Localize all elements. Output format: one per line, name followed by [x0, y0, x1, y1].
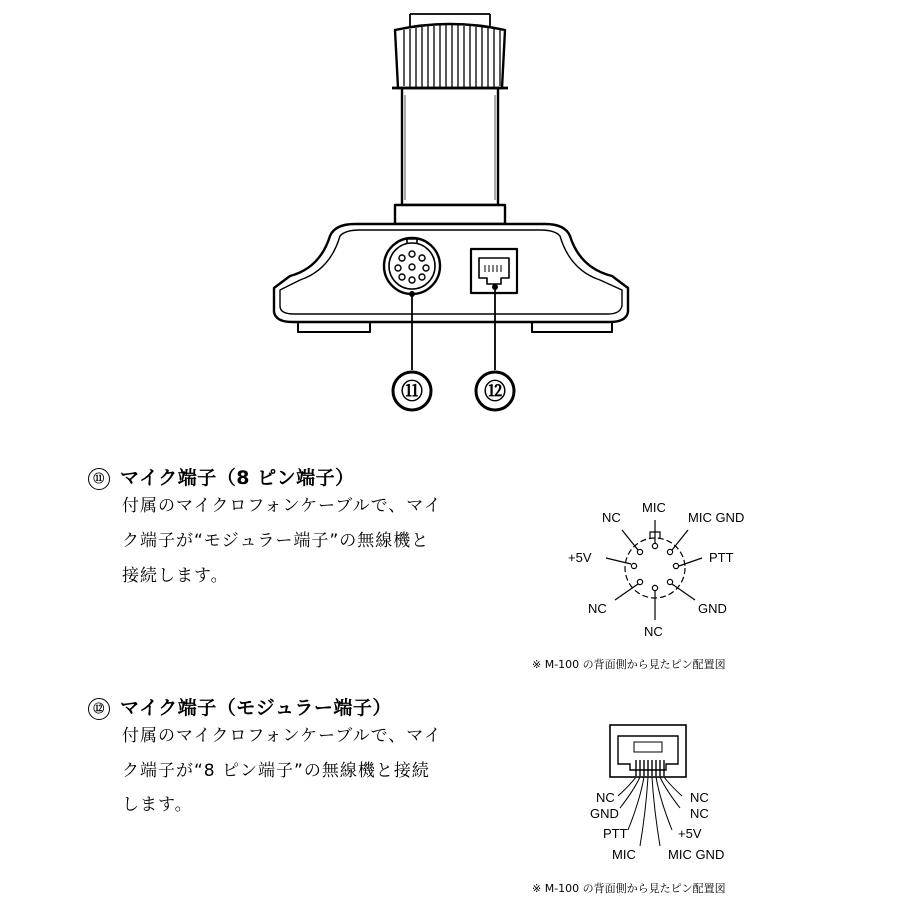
din-pin-gnd-label: GND: [698, 601, 727, 616]
din-pin-nc-bottom-label: NC: [644, 624, 663, 639]
section-11-number: ⑪: [88, 468, 110, 490]
jack-pin-gnd-label: GND: [590, 806, 619, 821]
section-11-title: マイク端子（8 ピン端子）: [120, 467, 355, 489]
din-pin-ptt-label: PTT: [709, 550, 734, 565]
section-12-number: ⑫: [88, 698, 110, 720]
modular-jack-diagram: [560, 720, 760, 870]
jack-pin-mic-gnd-label: MIC GND: [668, 847, 725, 862]
section-11-line-3: 接続します。: [122, 566, 229, 586]
section-11-caption: ※ M-100 の背面側から見たピン配置図: [532, 658, 726, 671]
din-pin-plus5v-label: +5V: [568, 550, 592, 565]
din-pin-nc-top-label: NC: [602, 510, 621, 525]
callout-11: [393, 372, 431, 410]
din-pin-mic-gnd-label: MIC GND: [688, 510, 745, 525]
din-pin-nc-left-label: NC: [588, 601, 607, 616]
section-11-line-1: 付属のマイクロフォンケーブルで、マイ: [122, 496, 442, 516]
svg-text:⑫: ⑫: [483, 379, 507, 404]
callout-12: [476, 372, 514, 410]
section-12-line-1: 付属のマイクロフォンケーブルで、マイ: [122, 726, 442, 746]
section-12-title: マイク端子（モジュラー端子）: [120, 697, 392, 719]
section-12-line-3: します。: [122, 795, 193, 815]
section-12-line-2: ク端子が“8 ピン端子”の無線機と接続: [122, 761, 430, 781]
jack-pin-plus5v-label: +5V: [678, 826, 702, 841]
din-pin-mic-label: MIC: [642, 500, 666, 515]
jack-pin-mic-label: MIC: [612, 847, 636, 862]
device-illustration: [0, 0, 900, 420]
jack-pin-nc-right2-label: NC: [690, 806, 709, 821]
section-12-caption: ※ M-100 の背面側から見たピン配置図: [532, 882, 726, 895]
section-11-line-2: ク端子が“モジュラー端子”の無線機と: [122, 531, 430, 551]
section-12-heading: [88, 693, 392, 720]
jack-pin-nc-right1-label: NC: [690, 790, 709, 805]
section-11-heading: [88, 463, 355, 490]
jack-pin-ptt-label: PTT: [603, 826, 628, 841]
svg-text:⑪: ⑪: [400, 379, 424, 404]
jack-pin-nc-left-label: NC: [596, 790, 615, 805]
